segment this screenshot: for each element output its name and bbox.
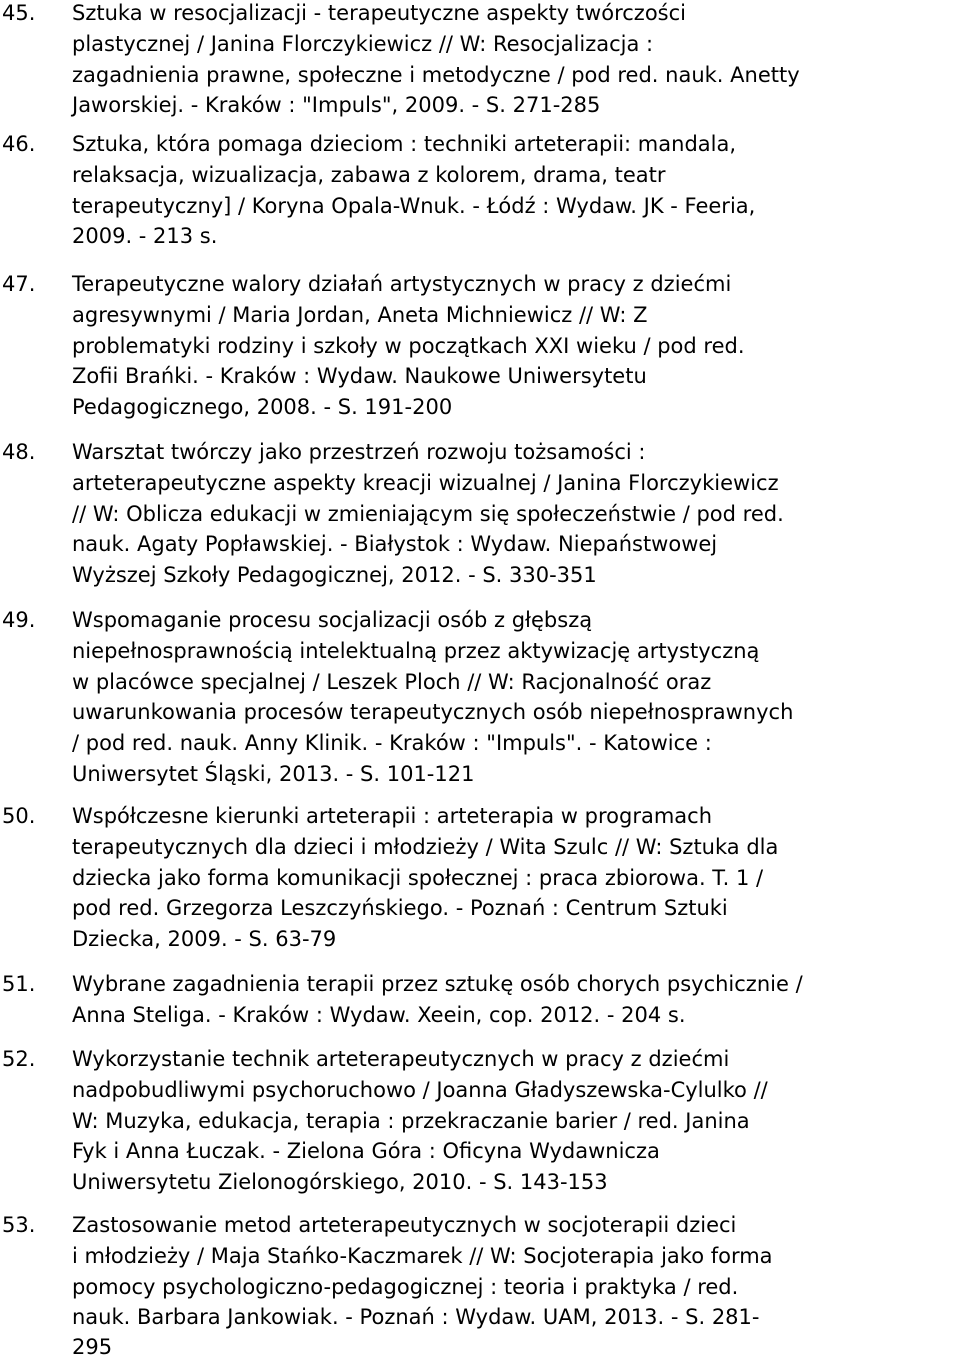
entry-line: zagadnienia prawne, społeczne i metodyczne / pod red. nauk. Anetty <box>72 62 800 87</box>
entry-line: arteterapeutyczne aspekty kreacji wizualnej / Janina Florczykiewicz <box>72 470 779 495</box>
entry-number: 49. <box>2 608 36 632</box>
entry-text <box>72 0 957 121</box>
entry-line: terapeutycznych dla dzieci i młodzieży / Wita Szulc // W: Sztuka dla <box>72 834 779 859</box>
entry-text <box>72 1210 957 1363</box>
entry-line: Uniwersytetu Zielonogórskiego, 2010. - S. 143-153 <box>72 1170 608 1195</box>
entry-line: W: Muzyka, edukacja, terapia : przekraczanie barier / red. Janina <box>72 1108 750 1133</box>
entry-line: nauk. Barbara Jankowiak. - Poznań : Wydaw. UAM, 2013. - S. 281- <box>72 1305 760 1330</box>
entry-line: Fyk i Anna Łuczak. - Zielona Góra : Oficyna Wydawnicza <box>72 1139 660 1164</box>
entry-line: Sztuka w resocjalizacji - terapeutyczne aspekty twórczości <box>72 1 686 25</box>
entry-line: / pod red. nauk. Anny Klinik. - Kraków : "Impuls". - Katowice : <box>72 731 712 756</box>
entry-text <box>72 605 957 790</box>
entry-line: Warsztat twórczy jako przestrzeń rozwoju tożsamości : <box>72 440 646 464</box>
entry-line: // W: Oblicza edukacji w zmieniającym się społeczeństwie / pod red. <box>72 501 784 526</box>
entry-line: plastycznej / Janina Florczykiewicz // W: Resocjalizacja : <box>72 31 654 56</box>
entry-line: Wyższej Szkoły Pedagogicznej, 2012. - S. 330-351 <box>72 563 597 588</box>
entry-line: Uniwersytet Śląski, 2013. - S. 101-121 <box>72 761 475 786</box>
entry-number: 47. <box>2 272 36 296</box>
entry-line: Wspomaganie procesu socjalizacji osób z głębszą <box>72 608 593 632</box>
entry-line: Dziecka, 2009. - S. 63-79 <box>72 927 337 952</box>
entry-text <box>72 1044 957 1198</box>
entry-number: 46. <box>2 132 36 156</box>
entry-number: 53. <box>2 1213 36 1237</box>
entry-line: Zastosowanie metod arteterapeutycznych w socjoterapii dzieci <box>72 1213 737 1237</box>
entry-line: Pedagogicznego, 2008. - S. 191-200 <box>72 395 453 420</box>
entry-line: Wykorzystanie technik arteterapeutycznych w pracy z dziećmi <box>72 1047 730 1071</box>
entry-line: Jaworskiej. - Kraków : "Impuls", 2009. - S. 271-285 <box>72 93 601 118</box>
entry-text <box>72 437 957 591</box>
entry-line: Współczesne kierunki arteterapii : arteterapia w programach <box>72 804 712 828</box>
entry-line: 2009. - 213 s. <box>72 224 218 249</box>
entry-line: terapeutyczny] / Koryna Opala-Wnuk. - Łódź : Wydaw. JK - Feeria, <box>72 193 756 218</box>
entry-line: dziecka jako forma komunikacji społecznej : praca zbiorowa. T. 1 / <box>72 865 764 890</box>
entry-line: niepełnosprawnością intelektualną przez aktywizację artystyczną <box>72 638 760 663</box>
entry-text <box>72 969 957 1031</box>
entry-line: Zofii Brańki. - Kraków : Wydaw. Naukowe Uniwersytetu <box>72 364 647 389</box>
entry-number: 48. <box>2 440 36 464</box>
entry-line: Terapeutyczne walory działań artystycznych w pracy z dziećmi <box>72 272 732 296</box>
entry-line: nauk. Agaty Popławskiej. - Białystok : Wydaw. Niepaństwowej <box>72 532 718 557</box>
entry-line: i młodzieży / Maja Stańko-Kaczmarek // W: Socjoterapia jako forma <box>72 1243 773 1268</box>
entry-number: 50. <box>2 804 36 828</box>
entry-number: 52. <box>2 1047 36 1071</box>
entry-text <box>72 129 957 252</box>
entry-line: problematyki rodziny i szkoły w początkach XXI wieku / pod red. <box>72 333 745 358</box>
entry-line: 295 <box>72 1335 113 1360</box>
entry-line: pomocy psychologiczno-pedagogicznej : teoria i praktyka / red. <box>72 1274 739 1299</box>
entry-number: 51. <box>2 972 36 996</box>
entry-line: nadpobudliwymi psychoruchowo / Joanna Gładyszewska-Cylulko // <box>72 1077 768 1102</box>
entry-line: Sztuka, która pomaga dzieciom : techniki arteterapii: mandala, <box>72 132 737 156</box>
entry-text <box>72 801 957 955</box>
entry-line: relaksacja, wizualizacja, zabawa z kolorem, drama, teatr <box>72 162 666 187</box>
entry-line: uwarunkowania procesów terapeutycznych osób niepełnosprawnych <box>72 700 794 725</box>
entry-number: 45. <box>2 1 36 25</box>
entry-line: w placówce specjalnej / Leszek Ploch // W: Racjonalność oraz <box>72 669 712 694</box>
entry-line: pod red. Grzegorza Leszczyńskiego. - Poznań : Centrum Sztuki <box>72 896 728 921</box>
entry-line: Anna Steliga. - Kraków : Wydaw. Xeein, cop. 2012. - 204 s. <box>72 1002 686 1027</box>
entry-line: agresywnymi / Maria Jordan, Aneta Michniewicz // W: Z <box>72 302 648 327</box>
entry-line: Wybrane zagadnienia terapii przez sztukę osób chorych psychicznie / <box>72 972 803 996</box>
entry-text <box>72 269 957 423</box>
